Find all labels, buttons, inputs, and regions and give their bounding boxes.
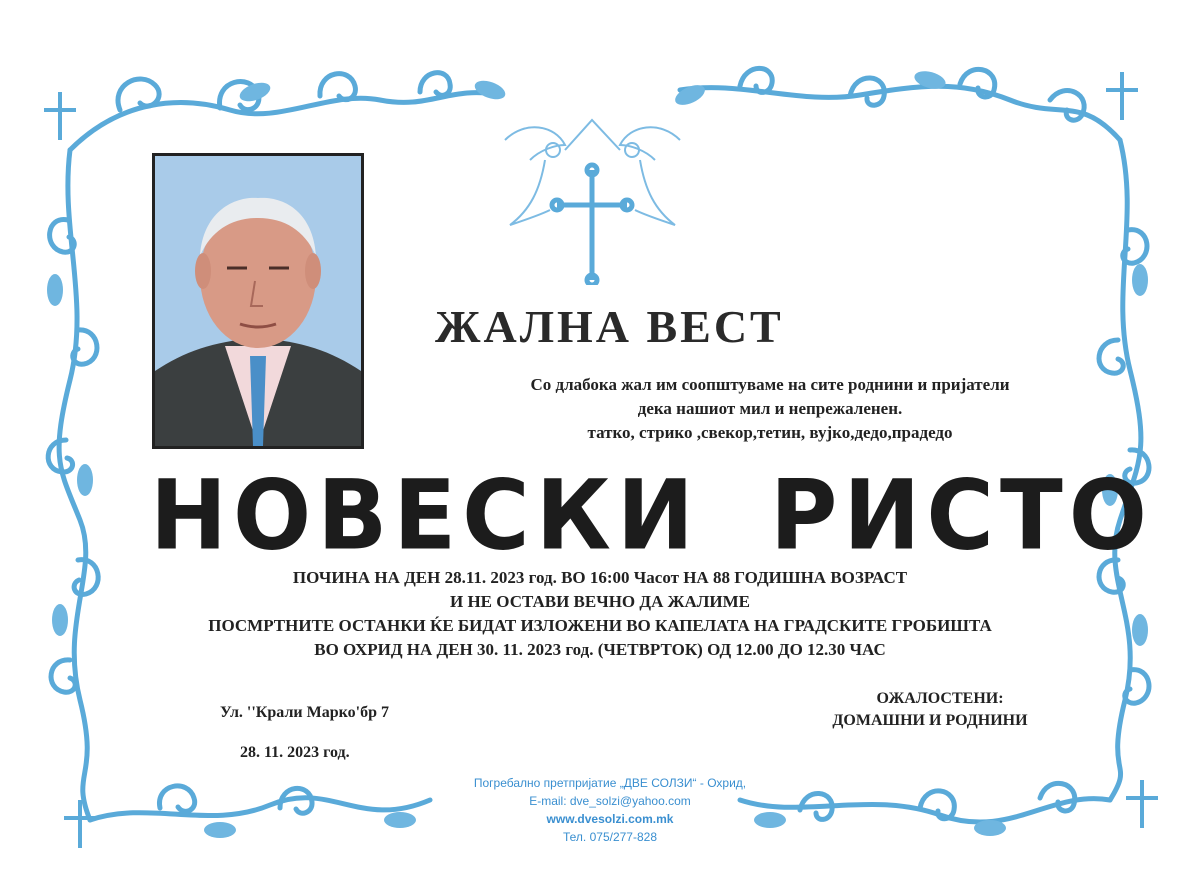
angels-cross-emblem <box>485 100 700 285</box>
notice-title: ЖАЛНА ВЕСТ <box>435 301 784 352</box>
portrait-drawing <box>155 156 361 446</box>
intro-line-1: Со длабока жал им соопштуваме на сите роднини и пријатели <box>530 375 1010 394</box>
company-phone: Тел. 075/277-828 <box>563 830 657 844</box>
mourners: ДОМАШНИ И РОДНИНИ <box>832 712 1028 729</box>
info-line-1: ПОЧИНА НА ДЕН 28.11. 2023 год. ВО 16:00 Часот НА 88 ГОДИШНА ВОЗРАСТ <box>292 568 908 587</box>
deceased-first-name: РИСТО <box>770 459 1153 572</box>
mourners-label: ОЖАЛОСТЕНИ: <box>876 690 1004 707</box>
portrait-photo <box>152 153 364 449</box>
deceased-surname: НОВЕСКИ <box>150 459 700 572</box>
company-email: E-mail: dve_solzi@yahoo.com <box>529 794 691 808</box>
company-name: Погребално претпријатие „ДВЕ СОЛЗИ“ - Охрид, <box>473 776 747 790</box>
company-website: www.dvesolzi.com.mk <box>546 812 674 826</box>
notice-date: 28. 11. 2023 год. <box>240 744 350 761</box>
address: Ул. ''Крали Марко'бр 7 <box>220 704 389 721</box>
info-line-4: ВО ОХРИД НА ДЕН 30. 11. 2023 год. (ЧЕТВРТОК) ОД 12.00 ДО 12.30 ЧАС <box>314 640 886 659</box>
info-line-2: И НЕ ОСТАВИ ВЕЧНО ДА ЖАЛИМЕ <box>449 592 750 611</box>
intro-line-3: татко, стрико ,свекор,тетин, вујко,дедо,прадедо <box>587 423 953 442</box>
info-line-3: ПОСМРТНИТЕ ОСТАНКИ ЌЕ БИДАТ ИЗЛОЖЕНИ ВО КАПЕЛАТА НА ГРАДСКИТЕ ГРОБИШТА <box>208 616 992 635</box>
intro-line-2: дека нашиот мил и непрежаленен. <box>637 399 903 418</box>
